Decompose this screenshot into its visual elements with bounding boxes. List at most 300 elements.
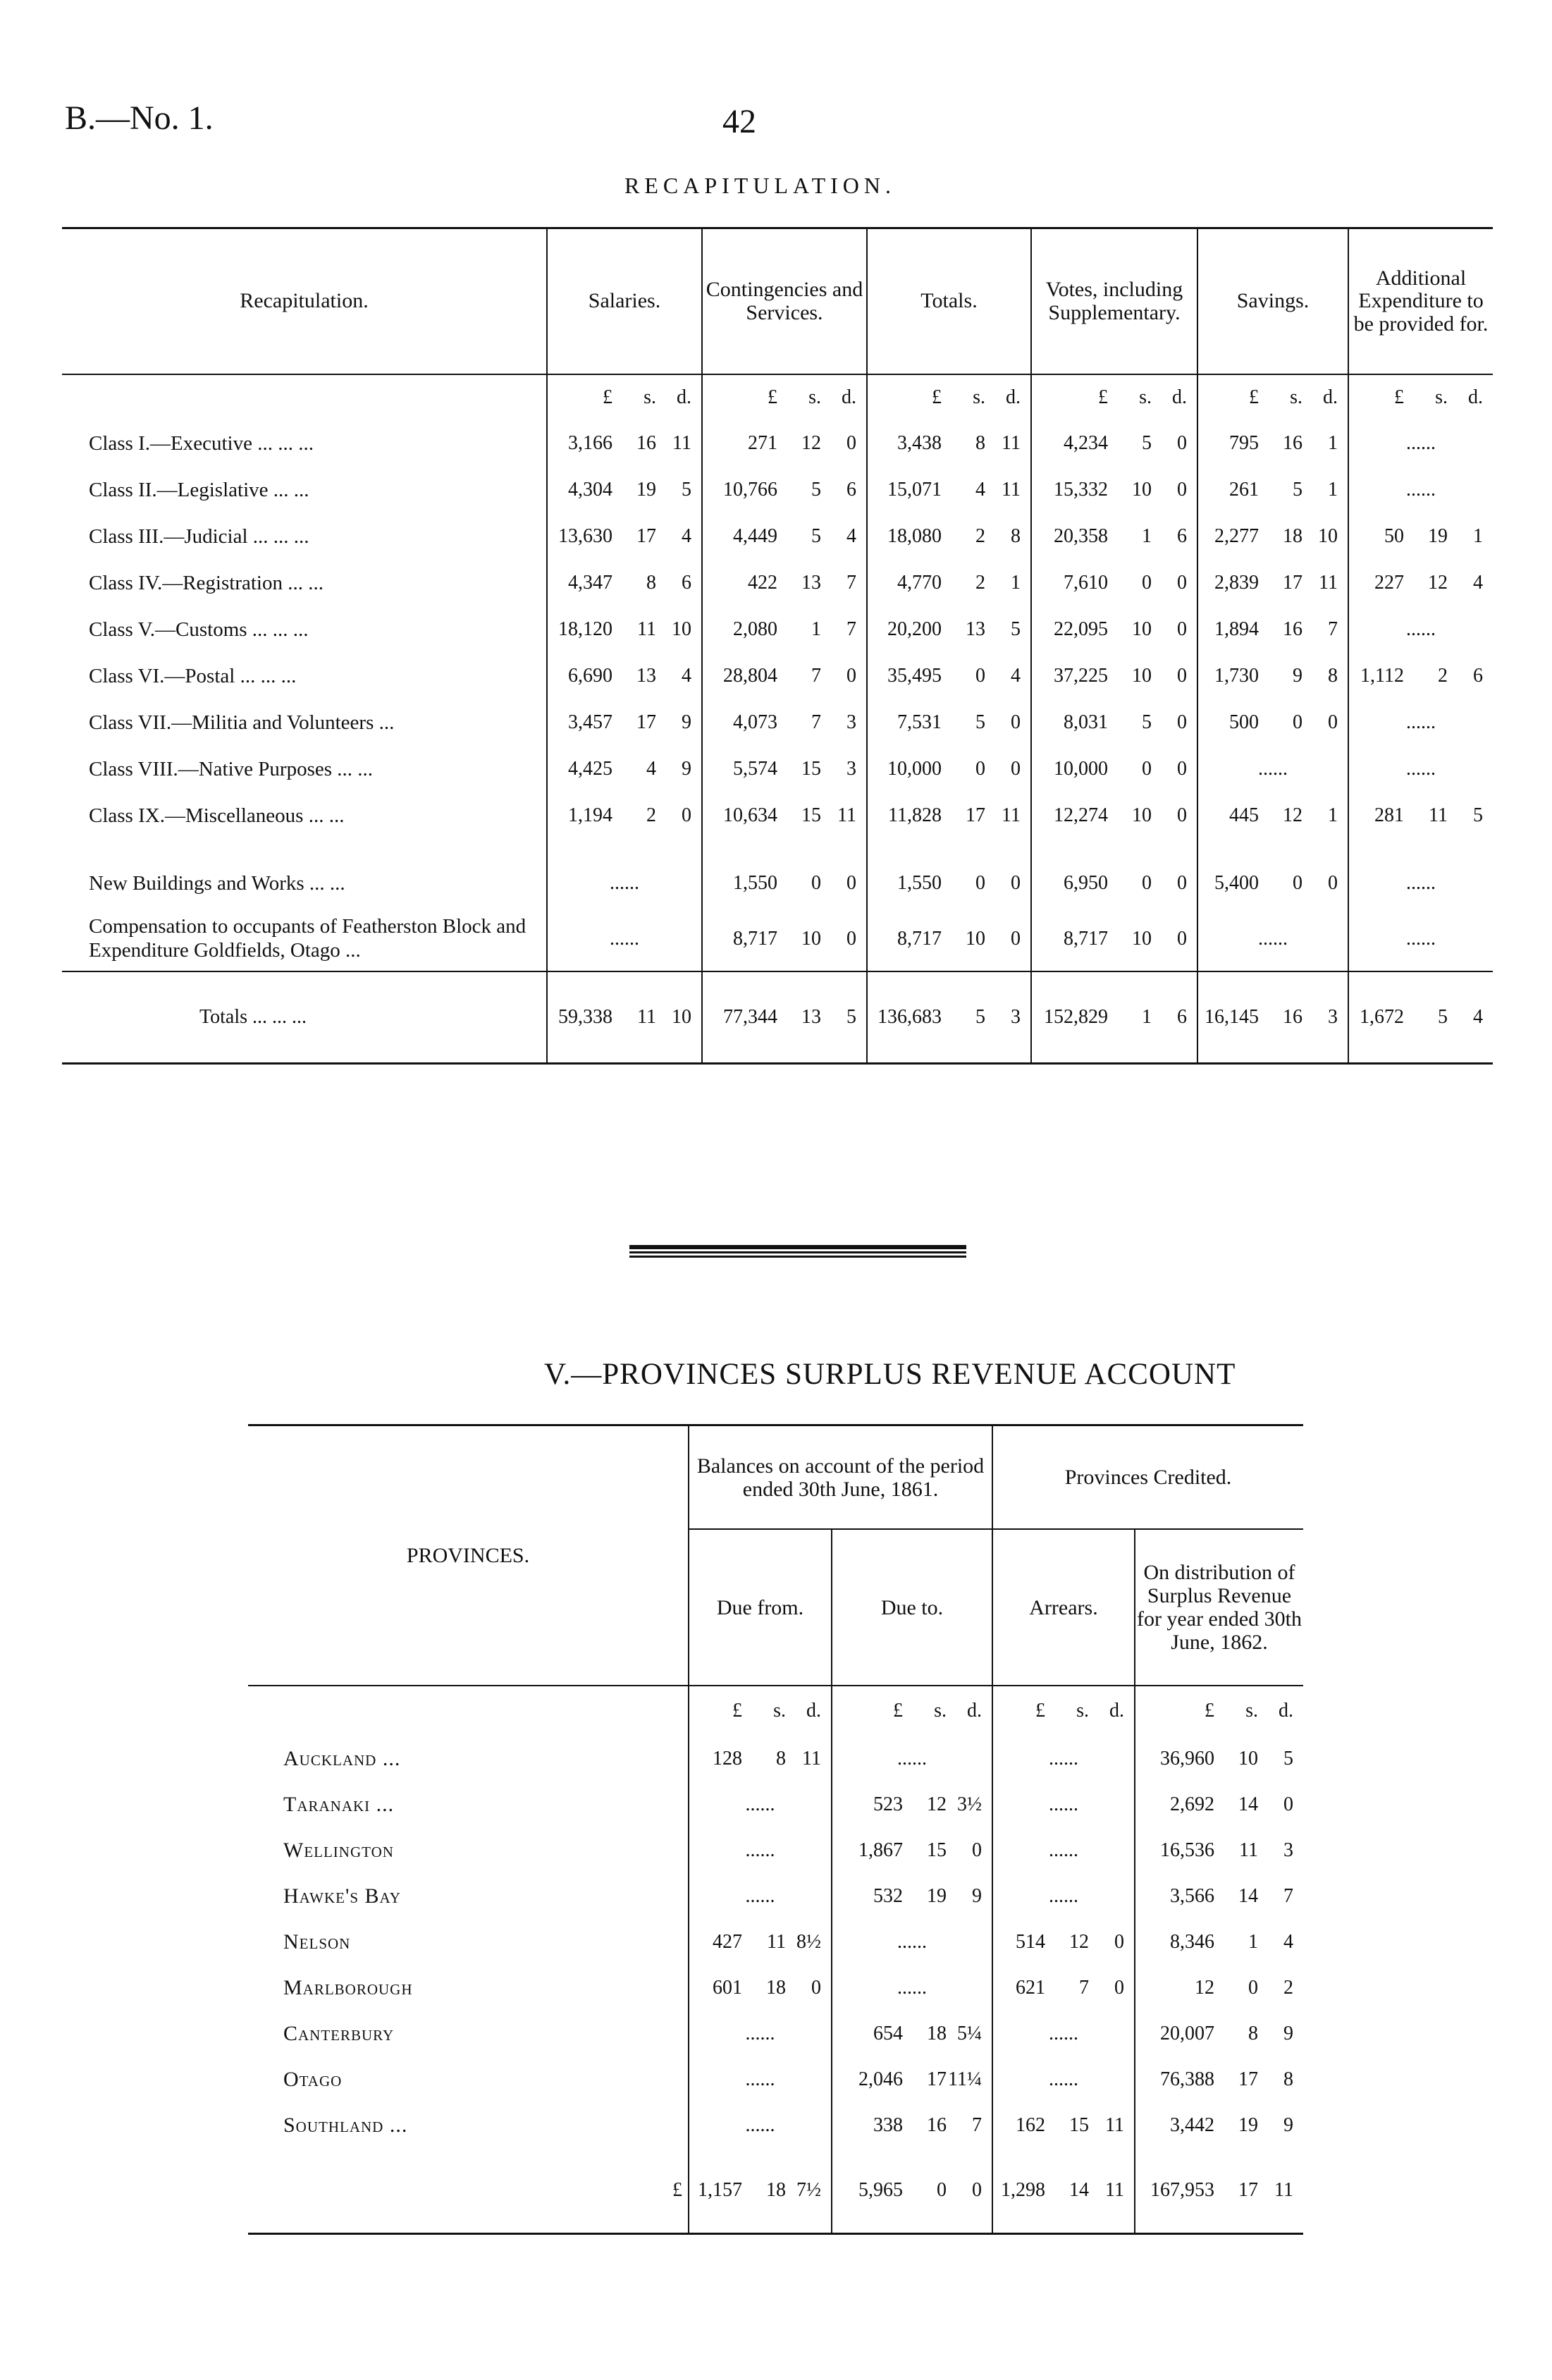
unit-shilling: s. <box>1245 1700 1258 1722</box>
amount-pounds: 8,717 <box>897 927 942 950</box>
amount-shillings: 10 <box>1132 665 1152 687</box>
amount-pence: 11 <box>1105 2179 1124 2201</box>
unit-pound: £ <box>603 386 612 408</box>
table-row <box>62 560 1493 606</box>
amount-pence: 6 <box>682 572 691 594</box>
amount <box>868 572 1030 594</box>
amount <box>1349 665 1493 687</box>
amount <box>868 479 1030 501</box>
province-name <box>248 2011 689 2056</box>
amount <box>1135 1793 1303 1816</box>
amount-pounds: 4,425 <box>568 758 612 780</box>
amount-pounds: 50 <box>1384 525 1404 547</box>
amount-pounds: 152,829 <box>1044 1006 1108 1028</box>
amount <box>689 1977 831 1999</box>
amount-cell <box>702 513 867 560</box>
amount-cell <box>1348 606 1493 653</box>
amount-shillings: 5 <box>975 711 985 733</box>
amount <box>703 804 866 827</box>
section-divider <box>629 1245 966 1258</box>
amount-shillings: 5 <box>1438 1006 1448 1028</box>
amount-shillings: 7 <box>811 665 821 687</box>
amount-cell <box>547 971 702 1064</box>
row-label: Class VI.—Postal ... ... ... <box>89 664 297 687</box>
amount-cell <box>832 1873 992 1919</box>
amount-shillings: 11 <box>767 1930 786 1953</box>
amount-cell <box>689 1919 832 1965</box>
amount-cell <box>1031 971 1197 1064</box>
amount-shillings: 8 <box>975 432 985 454</box>
empty-amount: ...... <box>745 1839 775 1861</box>
amount-cell <box>992 2011 1135 2056</box>
amount-cell <box>702 467 867 513</box>
empty-amount: ...... <box>745 2022 775 2044</box>
amount-cell <box>547 860 702 907</box>
amount-cell <box>867 513 1031 560</box>
amount-cell <box>1135 1781 1303 1827</box>
unit-pound: £ <box>1035 1700 1045 1722</box>
amount-pounds: 36,960 <box>1160 1747 1214 1769</box>
amount-shillings: 2 <box>1438 665 1448 687</box>
amount-shillings: 12 <box>1428 572 1448 594</box>
amount-pence: 7 <box>972 2114 982 2136</box>
amount-pounds: 654 <box>873 2022 903 2044</box>
amount-cell <box>1348 971 1493 1064</box>
unit-pence: d. <box>842 386 856 408</box>
unit-shilling: s. <box>1290 386 1302 408</box>
units-cell <box>702 374 867 420</box>
amount-pence: 7 <box>846 572 856 594</box>
spacer-cell <box>547 839 702 860</box>
table-row <box>62 513 1493 560</box>
unit-pound: £ <box>932 386 942 408</box>
amount <box>1135 1931 1303 1953</box>
amount-pounds: 4,073 <box>733 711 777 733</box>
amount-pence: 4 <box>682 665 691 687</box>
amount-pence: 1 <box>1473 525 1483 547</box>
amount-pounds: 7,531 <box>897 711 942 733</box>
amount-pounds: 4,449 <box>733 525 777 547</box>
unit-pence: d. <box>1323 386 1338 408</box>
empty-amount: ...... <box>1049 2022 1078 2044</box>
amount-shillings: 0 <box>1142 758 1152 780</box>
amount-shillings: 11 <box>1429 804 1448 826</box>
amount-cell <box>547 699 702 746</box>
amount-pounds: 3,442 <box>1170 2114 1214 2136</box>
amount-shillings: 0 <box>1142 572 1152 594</box>
amount-cell <box>1348 467 1493 513</box>
amount-cell <box>867 420 1031 467</box>
amount-cell <box>1197 907 1348 971</box>
province-name-text: Hawke's Bay <box>283 1884 401 1908</box>
amount-pounds: 3,438 <box>897 432 942 454</box>
amount-pence: 0 <box>1177 927 1187 950</box>
amount-pounds: 1,157 <box>698 2179 742 2201</box>
amount-cell <box>832 2102 992 2148</box>
amount-shillings: 9 <box>1293 665 1302 687</box>
amount-shillings: 12 <box>1069 1930 1089 1953</box>
amount <box>1198 432 1348 455</box>
amount-shillings: 2 <box>975 525 985 547</box>
amount <box>548 1006 701 1029</box>
amount-pence: 10 <box>672 1006 691 1028</box>
amount-shillings: 10 <box>1132 927 1152 950</box>
province-row <box>248 2102 1303 2148</box>
amount <box>993 1977 1134 1999</box>
amount-shillings: 17 <box>1238 2179 1258 2201</box>
amount-pounds: 2,692 <box>1170 1793 1214 1815</box>
amount-pounds: 7,610 <box>1064 572 1108 594</box>
empty-amount: ...... <box>897 1747 927 1769</box>
amount-pounds: 2,839 <box>1214 572 1259 594</box>
amount-cell <box>832 1736 992 1781</box>
unit-shilling: s. <box>773 1700 786 1722</box>
province-row <box>248 1873 1303 1919</box>
amount <box>1032 1006 1197 1029</box>
amount-pounds: 1,550 <box>897 872 942 894</box>
units-cell <box>1135 1686 1303 1736</box>
amount-pence: 11¼ <box>948 2068 982 2090</box>
amount-pounds: 445 <box>1229 804 1259 826</box>
amount-pence: 0 <box>1283 1793 1293 1815</box>
spacer-cell <box>1031 839 1197 860</box>
amount-shillings: 15 <box>801 804 821 826</box>
amount-pounds: 18,120 <box>558 618 612 640</box>
col-distribution: On distribution of Surplus Revenue for year ended 30th June, 1862. <box>1135 1529 1303 1686</box>
amount-pence: 6 <box>1177 1006 1187 1028</box>
units-cell-inner <box>1349 386 1493 409</box>
table-row <box>62 860 1493 907</box>
amount-pounds: 1,867 <box>858 1839 903 1861</box>
empty-amount: ...... <box>1258 927 1288 950</box>
empty-amount: ...... <box>1049 2068 1078 2090</box>
amount <box>1032 525 1197 548</box>
amount-pounds: 20,007 <box>1160 2022 1214 2044</box>
amount-pence: 5 <box>1283 1747 1293 1769</box>
amount-pence: 7 <box>1328 618 1338 640</box>
empty-amount: ...... <box>610 927 639 950</box>
amount <box>1198 665 1348 687</box>
recapitulation-table <box>62 227 1493 1065</box>
province-row <box>248 1736 1303 1781</box>
provinces-title: V.—PROVINCES SURPLUS REVENUE ACCOUNT <box>544 1358 1236 1391</box>
amount-shillings: 14 <box>1238 1793 1258 1815</box>
amount <box>703 1006 866 1029</box>
spacer-cell <box>1197 839 1348 860</box>
amount-cell <box>867 699 1031 746</box>
amount-pounds: 514 <box>1016 1930 1045 1953</box>
amount-pounds: 1,112 <box>1360 665 1404 687</box>
amount-shillings: 13 <box>966 618 985 640</box>
amount-cell <box>832 2148 992 2234</box>
amount <box>1349 1006 1493 1029</box>
amount <box>993 2114 1134 2137</box>
amount-cell <box>867 860 1031 907</box>
col-additional-expenditure: Additional Expenditure to be provided for. <box>1348 228 1493 375</box>
amount-pounds: 20,358 <box>1054 525 1108 547</box>
row-label: Class IX.—Miscellaneous ... ... <box>89 804 345 827</box>
empty-amount: ...... <box>1049 1839 1078 1861</box>
empty-amount: ...... <box>897 1976 927 1999</box>
province-name <box>248 1736 689 1781</box>
amount <box>1349 804 1493 827</box>
amount-cell <box>1348 560 1493 606</box>
totals-label: Totals ... ... ... <box>62 971 547 1064</box>
row-label: Class II.—Legislative ... ... <box>89 478 309 501</box>
amount-pounds: 621 <box>1016 1976 1045 1999</box>
amount-cell <box>547 560 702 606</box>
amount-pence: 0 <box>1328 872 1338 894</box>
amount-pounds: 167,953 <box>1150 2179 1214 2201</box>
amount-pence: 0 <box>972 1839 982 1861</box>
col-savings: Savings. <box>1197 228 1348 375</box>
amount-cell <box>1135 2056 1303 2102</box>
amount <box>703 758 866 780</box>
amount-pence: 8½ <box>796 1930 821 1953</box>
units-cell <box>1031 374 1197 420</box>
amount-pence: 0 <box>682 804 691 826</box>
amount-shillings: 5 <box>1142 432 1152 454</box>
row-label: Class IV.—Registration ... ... <box>89 571 324 594</box>
units-row <box>62 374 1493 420</box>
amount <box>1198 525 1348 548</box>
amount-cell <box>689 2056 832 2102</box>
province-name <box>248 2056 689 2102</box>
spacer-row <box>62 839 1493 860</box>
amount-shillings: 0 <box>975 758 985 780</box>
group-balances: Balances on account of the period ended 30th June, 1861. <box>689 1425 992 1530</box>
amount-pounds: 10,000 <box>1054 758 1108 780</box>
amount-pounds: 11,828 <box>888 804 942 826</box>
amount-cell <box>832 1919 992 1965</box>
amount-cell <box>1031 653 1197 699</box>
amount-pounds: 281 <box>1374 804 1404 826</box>
amount-pounds: 523 <box>873 1793 903 1815</box>
amount <box>1135 2114 1303 2137</box>
units-label-cell <box>62 374 547 420</box>
amount-pounds: 136,683 <box>877 1006 942 1028</box>
province-name-text: Auckland ... <box>283 1746 401 1770</box>
amount-pence: 3 <box>1011 1006 1021 1028</box>
amount-pounds: 10,766 <box>723 479 777 501</box>
province-row <box>248 1827 1303 1873</box>
amount-pence: 4 <box>1283 1930 1293 1953</box>
amount-shillings: 17 <box>636 711 656 733</box>
amount <box>832 2179 992 2202</box>
units-cell-inner <box>1198 386 1348 409</box>
amount <box>548 618 701 641</box>
amount-shillings: 14 <box>1069 2179 1089 2201</box>
amount-pence: 0 <box>1011 711 1021 733</box>
amount-cell <box>992 2102 1135 2148</box>
amount-cell <box>1135 2011 1303 2056</box>
amount-pounds: 12 <box>1195 1976 1214 1999</box>
amount-shillings: 7 <box>811 711 821 733</box>
amount-pence: 0 <box>1328 711 1338 733</box>
amount-shillings: 14 <box>1238 1884 1258 1907</box>
amount-cell <box>867 653 1031 699</box>
spacer-cell <box>702 839 867 860</box>
amount-pounds: 261 <box>1229 479 1259 501</box>
amount-cell <box>1197 513 1348 560</box>
amount-pounds: 338 <box>873 2114 903 2136</box>
unit-shilling: s. <box>1076 1700 1089 1722</box>
amount-shillings: 16 <box>927 2114 947 2136</box>
amount <box>832 1793 992 1816</box>
units-cell <box>867 374 1031 420</box>
amount-pence: 1 <box>1328 479 1338 501</box>
document-id: B.—No. 1. <box>65 99 214 137</box>
amount-shillings: 0 <box>1142 872 1152 894</box>
province-name-text: Taranaki ... <box>283 1792 395 1816</box>
amount-cell <box>992 2056 1135 2102</box>
amount-pounds: 271 <box>748 432 777 454</box>
amount <box>703 711 866 734</box>
province-name-text: Marlborough <box>283 1975 413 1999</box>
col-votes: Votes, including Supplementary. <box>1031 228 1197 375</box>
units-label-cell <box>248 1686 689 1736</box>
units-row <box>248 1686 1303 1736</box>
province-name <box>248 1965 689 2011</box>
amount-cell <box>1135 2148 1303 2234</box>
amount <box>868 665 1030 687</box>
amount-shillings: 18 <box>1283 525 1302 547</box>
province-name-text: Nelson <box>283 1930 351 1953</box>
amount <box>868 804 1030 827</box>
province-name-text: Southland ... <box>283 2113 408 2137</box>
amount-pence: 7 <box>1283 1884 1293 1907</box>
amount-shillings: 1 <box>1248 1930 1258 1953</box>
amount-pence: 0 <box>1177 479 1187 501</box>
amount <box>832 1885 992 1908</box>
empty-amount: ...... <box>1406 479 1436 501</box>
units-cell-inner <box>993 1700 1134 1722</box>
amount-pounds: 1,194 <box>568 804 612 826</box>
empty-amount: ...... <box>745 2068 775 2090</box>
amount-cell <box>547 606 702 653</box>
col-due-from: Due from. <box>689 1529 832 1686</box>
table-row <box>62 606 1493 653</box>
amount-pence: 0 <box>1011 872 1021 894</box>
amount-cell <box>1197 653 1348 699</box>
amount-pence: 0 <box>1177 872 1187 894</box>
unit-pound: £ <box>1249 386 1259 408</box>
amount-cell <box>1197 467 1348 513</box>
amount-pounds: 1,298 <box>1001 2179 1045 2201</box>
amount-shillings: 17 <box>1283 572 1302 594</box>
empty-amount: ...... <box>1049 1793 1078 1815</box>
amount-pence: 11 <box>672 432 691 454</box>
amount-shillings: 5 <box>1293 479 1302 501</box>
amount-pence: 10 <box>672 618 691 640</box>
units-cell-inner <box>548 386 701 409</box>
amount-cell <box>1031 907 1197 971</box>
amount-shillings: 10 <box>801 927 821 950</box>
amount-pence: 2 <box>1283 1976 1293 1999</box>
amount-shillings: 18 <box>766 2179 786 2201</box>
amount <box>703 665 866 687</box>
amount-pence: 3 <box>846 758 856 780</box>
amount-shillings: 18 <box>766 1976 786 1999</box>
empty-amount: ...... <box>1406 758 1436 780</box>
amount-cell <box>1031 467 1197 513</box>
amount <box>1135 2179 1303 2202</box>
amount-pounds: 4,234 <box>1064 432 1108 454</box>
amount <box>868 525 1030 548</box>
amount-shillings: 17 <box>636 525 656 547</box>
amount-shillings: 5 <box>811 479 821 501</box>
unit-shilling: s. <box>1435 386 1448 408</box>
amount-shillings: 17 <box>927 2068 947 2090</box>
amount-shillings: 8 <box>776 1747 786 1769</box>
empty-amount: ...... <box>1406 618 1436 640</box>
amount-cell <box>689 1827 832 1873</box>
amount-shillings: 0 <box>811 872 821 894</box>
amount-pounds: 4,347 <box>568 572 612 594</box>
provinces-table <box>248 1424 1303 2235</box>
units-cell <box>1348 374 1493 420</box>
amount-shillings: 0 <box>975 665 985 687</box>
amount-cell <box>689 1965 832 2011</box>
units-cell <box>992 1686 1135 1736</box>
amount-pence: 0 <box>1177 665 1187 687</box>
amount-shillings: 16 <box>636 432 656 454</box>
table-row <box>62 746 1493 792</box>
amount <box>689 2179 831 2202</box>
empty-amount: ...... <box>1406 872 1436 894</box>
amount-pounds: 1,672 <box>1360 1006 1404 1028</box>
amount-pounds: 13,630 <box>558 525 612 547</box>
amount-shillings: 16 <box>1283 618 1302 640</box>
amount <box>1032 479 1197 501</box>
amount-pence: 0 <box>1177 618 1187 640</box>
col-salaries: Salaries. <box>547 228 702 375</box>
amount-pounds: 795 <box>1229 432 1259 454</box>
empty-amount: ...... <box>745 1793 775 1815</box>
amount-cell <box>1135 1919 1303 1965</box>
province-name-text: Otago <box>283 2067 343 2091</box>
amount-pence: 4 <box>1011 665 1021 687</box>
amount-pounds: 2,277 <box>1214 525 1259 547</box>
amount <box>548 525 701 548</box>
amount <box>548 479 701 501</box>
unit-pence: d. <box>806 1700 821 1722</box>
amount-cell <box>547 513 702 560</box>
amount-pounds: 5,400 <box>1214 872 1259 894</box>
amount-pounds: 1,550 <box>733 872 777 894</box>
amount-pence: 0 <box>972 2179 982 2201</box>
amount <box>1198 804 1348 827</box>
amount-pence: 4 <box>846 525 856 547</box>
amount <box>1032 804 1197 827</box>
amount <box>993 1931 1134 1953</box>
amount-cell <box>992 1781 1135 1827</box>
row-label: Compensation to occupants of Featherston Block and Expenditure Goldfields, Otago ... <box>89 915 526 962</box>
amount-shillings: 8 <box>1248 2022 1258 2044</box>
amount-shillings: 10 <box>966 927 985 950</box>
amount-pounds: 4,304 <box>568 479 612 501</box>
amount-cell <box>1031 420 1197 467</box>
amount-cell <box>1031 699 1197 746</box>
amount-cell <box>689 1781 832 1827</box>
amount <box>1032 711 1197 734</box>
amount <box>868 711 1030 734</box>
amount-shillings: 12 <box>1283 804 1302 826</box>
unit-shilling: s. <box>808 386 821 408</box>
province-name <box>248 2102 689 2148</box>
amount-shillings: 0 <box>1293 872 1302 894</box>
amount-pounds: 3,166 <box>568 432 612 454</box>
